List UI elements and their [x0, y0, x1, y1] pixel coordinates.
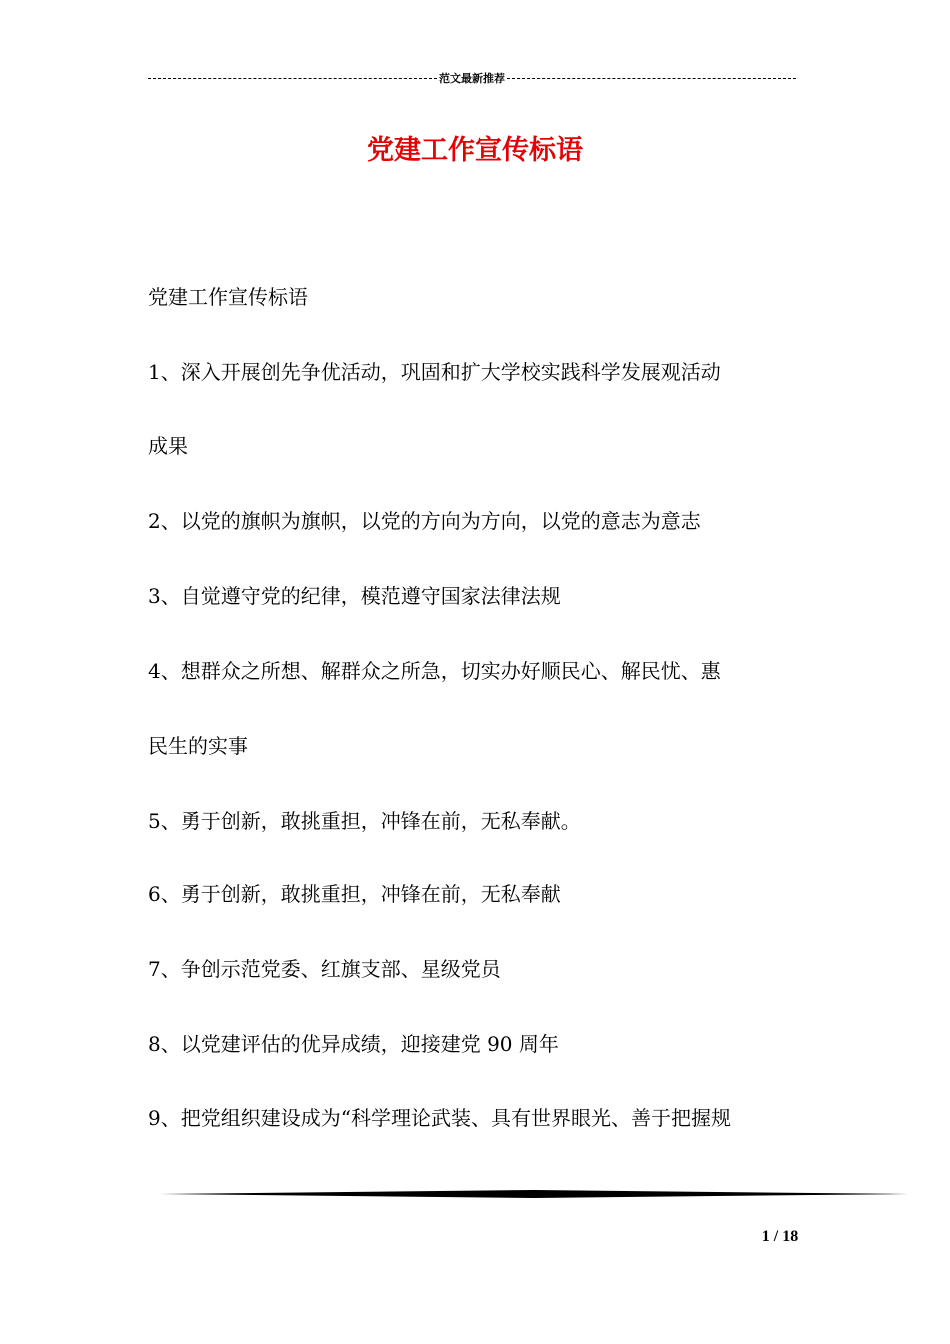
- header-label: 范文最新推荐: [439, 72, 505, 85]
- body-line: 5、勇于创新，敢挑重担，冲锋在前，无私奉献。: [148, 809, 581, 833]
- body-line: 6、勇于创新，敢挑重担，冲锋在前，无私奉献: [148, 882, 561, 906]
- body-line: 党建工作宣传标语: [148, 285, 308, 309]
- header-dash-right: [507, 78, 796, 79]
- footer-rule: [160, 1188, 908, 1200]
- page-number: 1 / 18: [761, 1228, 799, 1245]
- body-line: 8、以党建评估的优异成绩，迎接建党 90 周年: [148, 1032, 559, 1056]
- body-line: 1、深入开展创先争优活动，巩固和扩大学校实践科学发展观活动: [148, 360, 721, 384]
- body-line: 3、自觉遵守党的纪律，模范遵守国家法律法规: [148, 584, 561, 608]
- body-line: 2、以党的旗帜为旗帜，以党的方向为方向，以党的意志为意志: [148, 509, 701, 533]
- body-line: 7、争创示范党委、红旗支部、星级党员: [148, 957, 501, 981]
- header-dash-left: [148, 78, 437, 79]
- page-header: [148, 70, 796, 86]
- body-line: 9、把党组织建设成为“科学理论武装、具有世界眼光、善于把握规: [148, 1106, 731, 1130]
- body-line: 成果: [148, 434, 188, 458]
- document-title: 党建工作宣传标语: [367, 135, 583, 166]
- body-line: 民生的实事: [148, 734, 248, 758]
- body-line: 4、想群众之所想、解群众之所急，切实办好顺民心、解民忧、惠: [148, 659, 721, 683]
